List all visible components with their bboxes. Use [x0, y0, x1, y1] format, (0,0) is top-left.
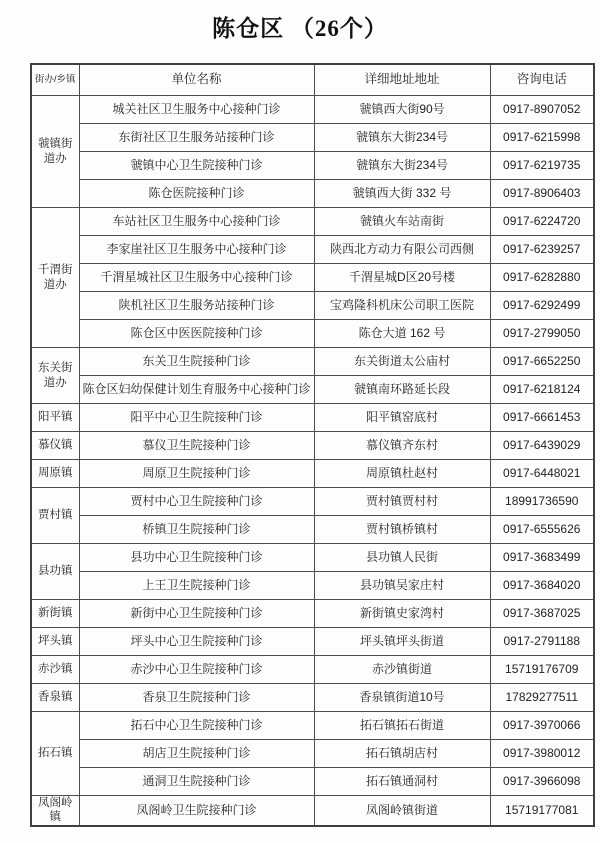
address-cell: 新街镇史家湾村 [314, 600, 490, 628]
unit-name-cell: 千渭星城社区卫生服务中心接种门诊 [79, 264, 314, 292]
address-cell: 拓石镇通洞村 [314, 768, 490, 796]
unit-name-cell: 虢镇中心卫生院接种门诊 [79, 152, 314, 180]
table-row [31, 320, 594, 348]
unit-name-cell: 慕仪卫生院接种门诊 [79, 432, 314, 460]
table-row [31, 600, 594, 628]
table-row [31, 740, 594, 768]
unit-name-cell: 阳平中心卫生院接种门诊 [79, 404, 314, 432]
table-row [31, 264, 594, 292]
address-cell: 阳平镇窑底村 [314, 404, 490, 432]
unit-name-cell: 李家崖社区卫生服务中心接种门诊 [79, 236, 314, 264]
unit-name-cell: 通洞卫生院接种门诊 [79, 768, 314, 796]
phone-cell: 18991736590 [490, 488, 594, 516]
table-row [31, 460, 594, 488]
address-cell: 贾村镇桥镇村 [314, 516, 490, 544]
phone-cell: 0917-3683499 [490, 544, 594, 572]
header-address: 详细地址地址 [314, 64, 490, 96]
unit-name-cell: 陈仓区妇幼保健计划生育服务中心接种门诊 [79, 376, 314, 404]
table-row [31, 152, 594, 180]
address-cell: 虢镇西大街 332 号 [314, 180, 490, 208]
table-row [31, 796, 594, 826]
address-cell: 拓石镇拓石街道 [314, 712, 490, 740]
address-cell: 虢镇南环路延长段 [314, 376, 490, 404]
unit-name-cell: 东街社区卫生服务站接种门诊 [79, 124, 314, 152]
table-row [31, 628, 594, 656]
township-cell: 香泉镇 [31, 684, 79, 712]
unit-name-cell: 赤沙中心卫生院接种门诊 [79, 656, 314, 684]
phone-cell: 0917-3970066 [490, 712, 594, 740]
township-cell: 东关街道办 [31, 348, 79, 404]
unit-name-cell: 上王卫生院接种门诊 [79, 572, 314, 600]
address-cell: 县功镇吴家庄村 [314, 572, 490, 600]
page-title: 陈仓区 （26个） [212, 16, 388, 41]
address-cell: 香泉镇街道10号 [314, 684, 490, 712]
address-cell: 陈仓大道 162 号 [314, 320, 490, 348]
unit-name-cell: 新街中心卫生院接种门诊 [79, 600, 314, 628]
unit-name-cell: 东关卫生院接种门诊 [79, 348, 314, 376]
table-row [31, 768, 594, 796]
table-row [31, 572, 594, 600]
table-row [31, 236, 594, 264]
phone-cell: 0917-6439029 [490, 432, 594, 460]
header-unit-name: 单位名称 [79, 64, 314, 96]
unit-name-cell: 桥镇卫生院接种门诊 [79, 516, 314, 544]
phone-cell: 15719176709 [490, 656, 594, 684]
township-cell: 凤阁岭镇 [31, 796, 79, 826]
address-cell: 县功镇人民街 [314, 544, 490, 572]
township-cell: 虢镇街道办 [31, 96, 79, 208]
unit-name-cell: 城关社区卫生服务中心接种门诊 [79, 96, 314, 124]
table-row [31, 432, 594, 460]
phone-cell: 0917-6555626 [490, 516, 594, 544]
address-cell: 陕西北方动力有限公司西侧 [314, 236, 490, 264]
address-cell: 坪头镇坪头街道 [314, 628, 490, 656]
unit-name-cell: 车站社区卫生服务中心接种门诊 [79, 208, 314, 236]
table-row [31, 96, 594, 124]
table-row [31, 684, 594, 712]
address-cell: 虢镇东大街234号 [314, 152, 490, 180]
unit-name-cell: 凤阁岭卫生院接种门诊 [79, 796, 314, 826]
table-row [31, 208, 594, 236]
phone-cell: 0917-3980012 [490, 740, 594, 768]
table-row [31, 404, 594, 432]
unit-name-cell: 陈仓区中医医院接种门诊 [79, 320, 314, 348]
township-cell: 赤沙镇 [31, 656, 79, 684]
address-cell: 贾村镇贾村村 [314, 488, 490, 516]
township-cell: 拓石镇 [31, 712, 79, 796]
phone-cell: 0917-8906403 [490, 180, 594, 208]
phone-cell: 15719177081 [490, 796, 594, 826]
phone-cell: 0917-6239257 [490, 236, 594, 264]
township-cell: 县功镇 [31, 544, 79, 600]
address-cell: 宝鸡隆科机床公司职工医院 [314, 292, 490, 320]
address-cell: 赤沙镇街道 [314, 656, 490, 684]
phone-cell: 0917-6215998 [490, 124, 594, 152]
township-cell: 贾村镇 [31, 488, 79, 544]
phone-cell: 0917-3684020 [490, 572, 594, 600]
table-row [31, 488, 594, 516]
address-cell: 凤阁岭镇街道 [314, 796, 490, 826]
township-cell: 坪头镇 [31, 628, 79, 656]
address-cell: 虢镇东大街234号 [314, 124, 490, 152]
township-cell: 阳平镇 [31, 404, 79, 432]
unit-name-cell: 胡店卫生院接种门诊 [79, 740, 314, 768]
header-phone: 咨询电话 [490, 64, 594, 96]
phone-cell: 0917-2799050 [490, 320, 594, 348]
unit-name-cell: 贾村中心卫生院接种门诊 [79, 488, 314, 516]
table-row [31, 544, 594, 572]
address-cell: 慕仪镇齐东村 [314, 432, 490, 460]
table-body [31, 96, 594, 826]
address-cell: 千渭星城D区20号楼 [314, 264, 490, 292]
table-row [31, 180, 594, 208]
unit-name-cell: 坪头中心卫生院接种门诊 [79, 628, 314, 656]
township-cell: 千渭街道办 [31, 208, 79, 348]
phone-cell: 0917-2791188 [490, 628, 594, 656]
phone-cell: 0917-6661453 [490, 404, 594, 432]
table-row [31, 348, 594, 376]
unit-name-cell: 周原卫生院接种门诊 [79, 460, 314, 488]
phone-cell: 0917-3966098 [490, 768, 594, 796]
address-cell: 东关街道太公庙村 [314, 348, 490, 376]
clinic-table [30, 63, 595, 827]
phone-cell: 0917-8907052 [490, 96, 594, 124]
address-cell: 拓石镇胡店村 [314, 740, 490, 768]
phone-cell: 0917-6219735 [490, 152, 594, 180]
table-row [31, 292, 594, 320]
table-row [31, 376, 594, 404]
phone-cell: 0917-6218124 [490, 376, 594, 404]
unit-name-cell: 香泉卫生院接种门诊 [79, 684, 314, 712]
phone-cell: 17829277511 [490, 684, 594, 712]
address-cell: 周原镇杜赵村 [314, 460, 490, 488]
phone-cell: 0917-6652250 [490, 348, 594, 376]
phone-cell: 0917-6282880 [490, 264, 594, 292]
table-row [31, 656, 594, 684]
unit-name-cell: 县功中心卫生院接种门诊 [79, 544, 314, 572]
header-township: 街办/乡镇 [31, 64, 79, 96]
table-row [31, 712, 594, 740]
phone-cell: 0917-6292499 [490, 292, 594, 320]
address-cell: 虢镇西大街90号 [314, 96, 490, 124]
phone-cell: 0917-3687025 [490, 600, 594, 628]
unit-name-cell: 拓石中心卫生院接种门诊 [79, 712, 314, 740]
township-cell: 周原镇 [31, 460, 79, 488]
table-row [31, 516, 594, 544]
address-cell: 虢镇火车站南街 [314, 208, 490, 236]
table-row [31, 124, 594, 152]
table-header-row [31, 64, 594, 96]
unit-name-cell: 陈仓医院接种门诊 [79, 180, 314, 208]
township-cell: 新街镇 [31, 600, 79, 628]
phone-cell: 0917-6224720 [490, 208, 594, 236]
township-cell: 慕仪镇 [31, 432, 79, 460]
unit-name-cell: 陕机社区卫生服务站接种门诊 [79, 292, 314, 320]
phone-cell: 0917-6448021 [490, 460, 594, 488]
